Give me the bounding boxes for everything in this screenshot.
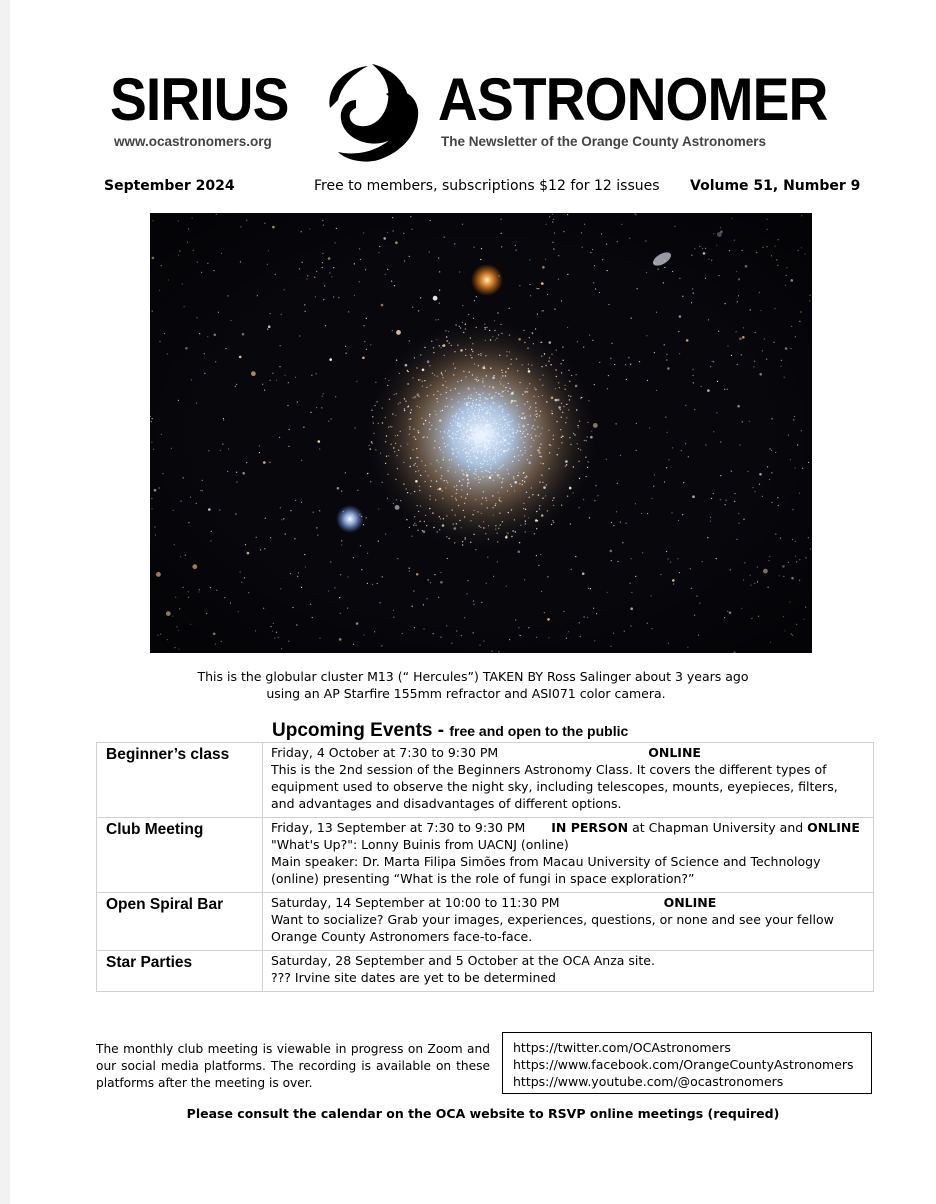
event-name: Star Parties bbox=[97, 951, 263, 992]
event-mode: IN PERSON bbox=[551, 820, 629, 835]
events-title: Upcoming Events - bbox=[272, 720, 450, 741]
event-description: Main speaker: Dr. Marta Filipa Simões from Macau University of Science and Technology (online) presenting “What is the role of fungi in space exploration?” bbox=[271, 854, 821, 886]
issue-date: September 2024 bbox=[104, 178, 235, 194]
event-row-spiral-bar bbox=[97, 893, 874, 951]
event-when: Friday, 13 September at 7:30 to 9:30 PM bbox=[271, 820, 526, 835]
masthead-title-right: ASTRONOMER bbox=[438, 66, 828, 133]
events-table bbox=[96, 742, 874, 992]
caption-line-1: This is the globular cluster M13 (“ Hercules”) TAKEN BY Ross Salinger about 3 years ago bbox=[197, 669, 749, 684]
event-row-club-meeting bbox=[97, 818, 874, 893]
event-when: Friday, 4 October at 7:30 to 9:30 PM bbox=[271, 745, 499, 760]
masthead-url: www.ocastronomers.org bbox=[114, 134, 272, 149]
photo-caption bbox=[10, 668, 936, 702]
events-heading bbox=[272, 720, 628, 742]
event-name: Open Spiral Bar bbox=[97, 893, 263, 951]
event-mode: ONLINE bbox=[663, 895, 717, 910]
event-when: Saturday, 14 September at 10:00 to 11:30 PM bbox=[271, 895, 560, 910]
m13-cluster-image bbox=[150, 213, 812, 653]
event-name: Club Meeting bbox=[97, 818, 263, 893]
swirl-logo-icon bbox=[316, 56, 434, 166]
issue-volume: Volume 51, Number 9 bbox=[690, 178, 861, 194]
twitter-link[interactable]: https://twitter.com/OCAstronomers bbox=[513, 1040, 731, 1055]
masthead-subtitle: The Newsletter of the Orange County Astronomers bbox=[441, 134, 767, 149]
masthead-title-left: SIRIUS bbox=[110, 66, 289, 133]
event-description: ??? Irvine site dates are yet to be determined bbox=[271, 970, 556, 985]
event-row-beginners bbox=[97, 743, 874, 818]
event-details bbox=[263, 743, 874, 818]
rsvp-note: Please consult the calendar on the OCA website to RSVP online meetings (required) bbox=[186, 1106, 780, 1121]
event-details bbox=[263, 893, 874, 951]
event-description: This is the 2nd session of the Beginners Astronomy Class. It covers the different types of equipment used to observe the night sky, including telescopes, mounts, eyepieces, filters, and advantages and disadvantages of different options. bbox=[271, 762, 838, 811]
event-name: Beginner’s class bbox=[97, 743, 263, 818]
event-location: at Chapman University and bbox=[628, 820, 808, 835]
meeting-note: The monthly club meeting is viewable in progress on Zoom and our social media platforms. The recording is available on these platforms after the meeting is over. bbox=[96, 1042, 490, 1090]
event-details bbox=[263, 818, 874, 893]
social-links-box bbox=[502, 1032, 872, 1094]
youtube-link[interactable]: https://www.youtube.com/@ocastronomers bbox=[513, 1074, 784, 1089]
issue-price: Free to members, subscriptions $12 for 12 issues bbox=[314, 178, 660, 194]
event-when: Saturday, 28 September and 5 October at the OCA Anza site. bbox=[271, 953, 655, 968]
facebook-link[interactable]: https://www.facebook.com/OrangeCountyAstronomers bbox=[513, 1057, 854, 1072]
events-title-note: free and open to the public bbox=[449, 723, 629, 739]
event-mode: ONLINE bbox=[648, 745, 701, 760]
cluster-photo bbox=[150, 213, 812, 653]
event-mode-2: ONLINE bbox=[807, 820, 860, 835]
event-description: "What's Up?": Lonny Buinis from UACNJ (online) bbox=[271, 837, 569, 852]
caption-line-2: using an AP Starfire 155mm refractor and ASI071 color camera. bbox=[266, 686, 666, 701]
event-row-star-parties bbox=[97, 951, 874, 992]
event-details bbox=[263, 951, 874, 992]
newsletter-page bbox=[10, 0, 936, 1204]
event-description: Want to socialize? Grab your images, experiences, questions, or none and see your fellow Orange County Astronomers face-to-face. bbox=[271, 912, 834, 944]
